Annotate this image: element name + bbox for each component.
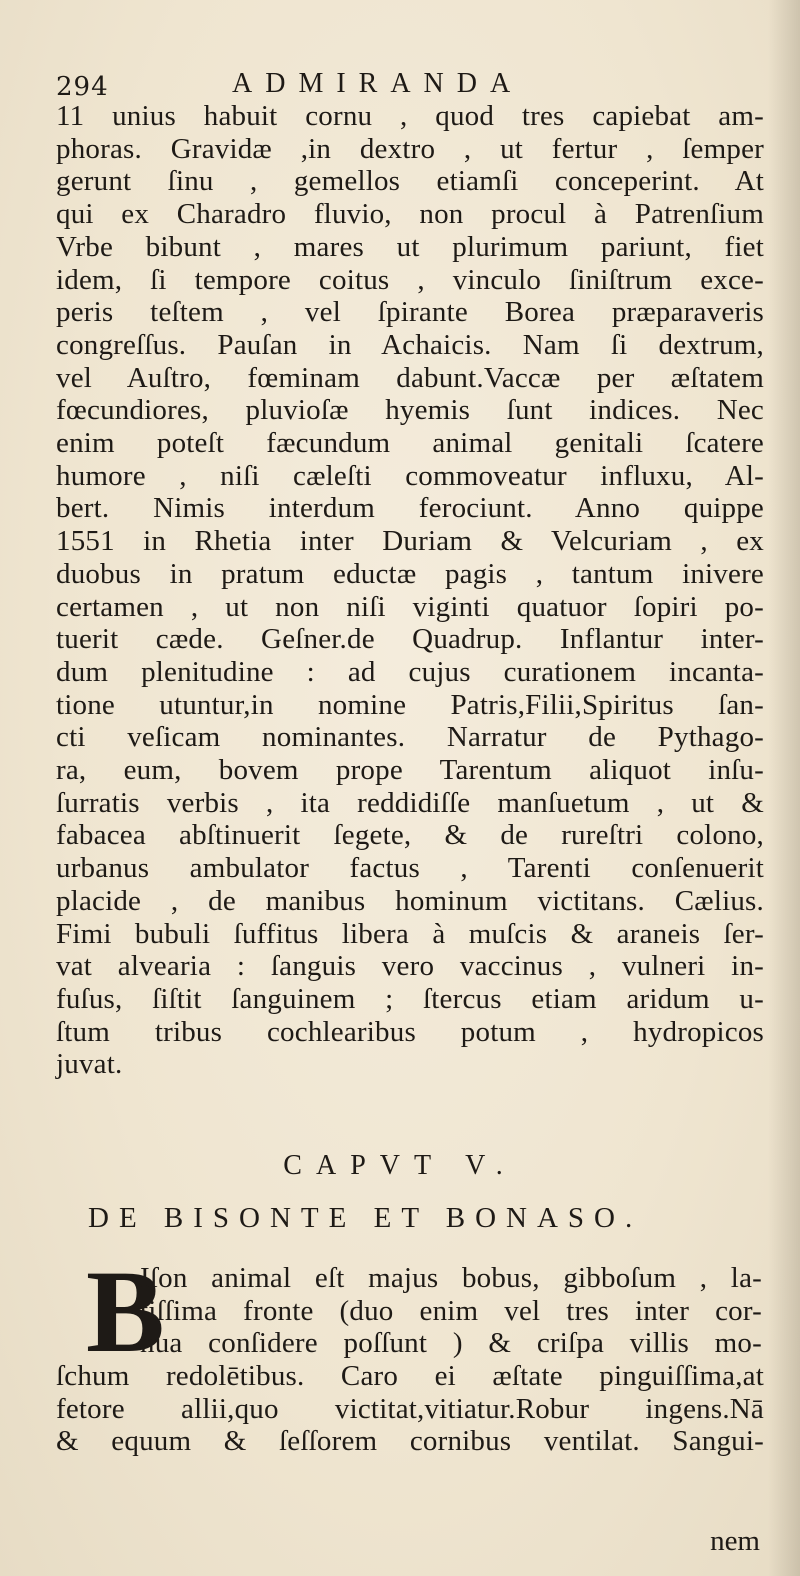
text-line: tione utuntur,in nomine Patris,Filii,Spiritus ſan- (56, 688, 764, 721)
text-line: Iſon animal eſt majus bobus, gibboſum , la- (140, 1262, 762, 1294)
text-line: 11 unius habuit cornu , quod tres capiebat am- (56, 100, 764, 132)
text-line: placide , de manibus hominum victitans. Cælius. (56, 884, 764, 917)
text-line: bert. Nimis interdum ferociunt. Anno quippe (56, 492, 764, 525)
text-line: fabacea abſtinuerit ſegete, & de rureſtri colono, (56, 819, 764, 852)
text-line: cti veſicam nominantes. Narratur de Pythago- (56, 721, 764, 754)
section-text-block (56, 1360, 764, 1458)
text-line: tiſſima fronte (duo enim vel tres inter cor- (140, 1294, 762, 1327)
text-line: humore , niſi cæleſti commoveatur influxu, Al- (56, 459, 764, 492)
text-line: vel Auſtro, fœminam dabunt.Vaccæ per æſtatem (56, 361, 764, 394)
text-line: ſtum tribus cochlearibus potum , hydropicos (56, 1015, 764, 1048)
text-line: phoras. Gravidæ ,in dextro , ut fertur , ſemper (56, 132, 764, 165)
text-line: ra, eum, bovem prope Tarentum aliquot inſu- (56, 754, 764, 787)
drop-cap-initial: B (86, 1246, 165, 1377)
text-line: ſurratis verbis , ita reddidiſſe manſuetum , ut & (56, 786, 764, 819)
text-line: juvat. (56, 1048, 123, 1081)
text-line: fuſus, ſiſtit ſanguinem ; ſtercus etiam aridum u- (56, 982, 764, 1015)
text-line: 1551 in Rhetia inter Duriam & Velcuriam , ex (56, 525, 764, 558)
text-line: Fimi bubuli ſuffitus libera à muſcis & araneis ſer- (56, 917, 764, 950)
text-line: idem, ſi tempore coitus , vinculo ſiniſtrum exce- (56, 263, 764, 296)
text-line: enim poteſt fæcundum animal genitali ſcatere (56, 427, 764, 460)
catchword: nem (710, 1525, 760, 1557)
text-line: nua conſidere poſſunt ) & criſpa villis mo- (140, 1327, 762, 1360)
running-head: ADMIRANDA (232, 68, 524, 99)
text-line: fœcundiores, pluvioſæ hyemis ſunt indices. Nec (56, 394, 764, 427)
text-line: certamen , ut non niſi viginti quatuor ſopiri po- (56, 590, 764, 623)
main-text-block (56, 100, 764, 1081)
text-line: peris teſtem , vel ſpirante Borea præparaveris (56, 296, 764, 329)
text-line: Vrbe bibunt , mares ut plurimum pariunt, fiet (56, 230, 764, 263)
page-header (56, 64, 746, 104)
text-line: tuerit cæde. Geſner.de Quadrup. Inflantur inter- (56, 623, 764, 656)
text-line: qui ex Charadro fluvio, non procul à Patrenſium (56, 198, 764, 231)
drop-cap-text-block (140, 1262, 762, 1360)
text-line: vat alvearia : ſanguis vero vaccinus , vulneri in- (56, 950, 764, 983)
chapter-heading: CAPVT V. (283, 1150, 517, 1181)
text-line: dum plenitudine : ad cujus curationem incanta- (56, 655, 764, 688)
section-title: DE BISONTE ET BONASO. (88, 1202, 643, 1234)
text-line: & equum & ſeſſorem cornibus ventilat. Sangui- (56, 1425, 764, 1458)
text-line: congreſſus. Pauſan in Achaicis. Nam ſi dextrum, (56, 328, 764, 361)
text-line: ſchum redolētibus. Caro ei æſtate pinguiſſima,at (56, 1360, 764, 1392)
text-line: gerunt ſinu , gemellos etiamſi conceperint. At (56, 165, 764, 198)
page-number: 294 (56, 72, 109, 102)
text-line: urbanus ambulator factus , Tarenti conſenuerit (56, 852, 764, 885)
text-line: fetore allii,quo victitat,vitiatur.Robur ingens.Nā (56, 1392, 764, 1425)
text-line: duobus in pratum eductæ pagis , tantum inivere (56, 557, 764, 590)
